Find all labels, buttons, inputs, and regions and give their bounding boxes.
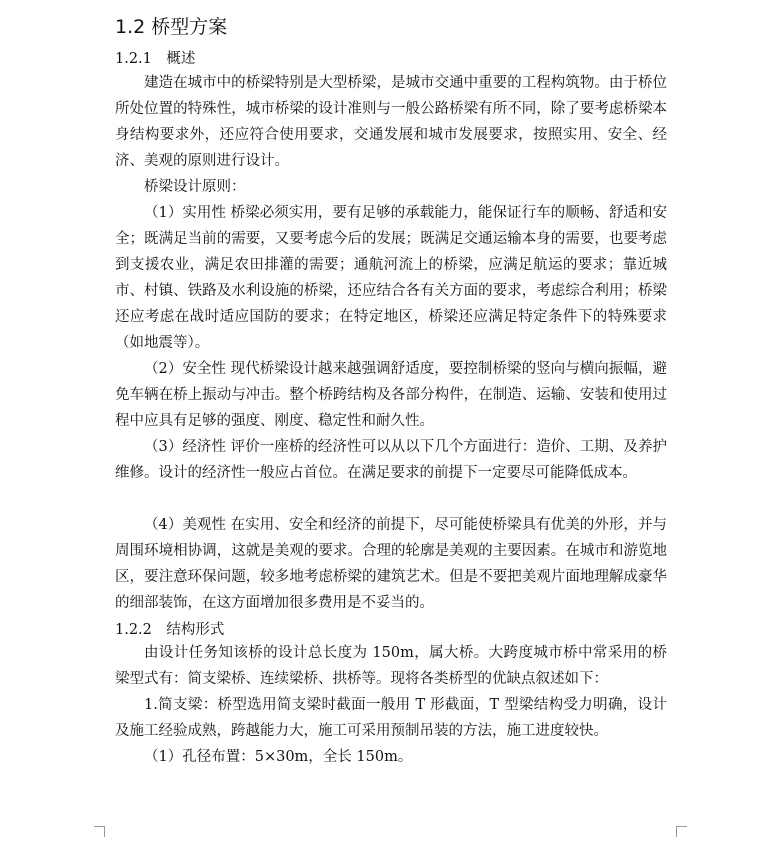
crop-mark-bottom-right bbox=[676, 826, 687, 837]
paragraph-span-layout: （1）孔径布置：5×30m，全长 150m。 bbox=[144, 749, 413, 765]
paragraph-practicality: （1）实用性 桥梁必须实用，要有足够的承载能力，能保证行车的顺畅、舒适和安全；既满足当前的需要，又要考虑今后的发展；既满足交通运输本身的需要，也要考虑到支援农业，满足农田排灌的需要；通航河流上的桥梁，应满足航运的要求；靠近城市、村镇、铁路及水利设施的桥梁，还应结合各有关方面的要求，考虑综合利用；桥梁还应考虑在战时适应国防的要求；在特定地区，桥梁还应满足特定条件下的特殊要求（如地震等）。 bbox=[115, 205, 667, 351]
crop-mark-bottom-left bbox=[94, 826, 105, 837]
paragraph-economy: （3）经济性 评价一座桥的经济性可以从以下几个方面进行：造价、工期、及养护维修。设计的经济性一般应占首位。在满足要求的前提下一定要尽可能降低成本。 bbox=[115, 439, 667, 481]
paragraph-safety: （2）安全性 现代桥梁设计越来越强调舒适度，要控制桥梁的竖向与横向振幅，避免车辆在桥上振动与冲击。整个桥跨结构及各部分构件，在制造、运输、安装和使用过程中应具有足够的强度、刚度、稳定性和耐久性。 bbox=[115, 361, 667, 429]
paragraph-intro: 建造在城市中的桥梁特别是大型桥梁，是城市交通中重要的工程构筑物。由于桥位所处位置的特殊性，城市桥梁的设计准则与一般公路桥梁有所不同，除了要考虑桥梁本身结构要求外，还应符合使用要求，交通发展和城市发展要求，按照实用、安全、经济、美观的原则进行设计。 bbox=[115, 75, 667, 169]
paragraph-simple-beam: 1.简支梁：桥型选用简支梁时截面一般用 T 形截面，T 型梁结构受力明确，设计及施工经验成熟，跨越能力大，施工可采用预制吊装的方法，施工进度较快。 bbox=[115, 697, 667, 739]
paragraph-structure-intro: 由设计任务知该桥的设计总长度为 150m，属大桥。大跨度城市桥中常采用的桥梁型式有：简支梁桥、连续梁桥、拱桥等。现将各类桥型的优缺点叙述如下： bbox=[115, 645, 667, 687]
paragraph-principles-heading: 桥梁设计原则： bbox=[144, 179, 246, 195]
subsection-title-overview: 1.2.1 概述 bbox=[115, 51, 196, 67]
subsection-title-structure: 1.2.2 结构形式 bbox=[115, 622, 225, 638]
paragraph-aesthetics: （4）美观性 在实用、安全和经济的前提下，尽可能使桥梁具有优美的外形，并与周围环境相协调，这就是美观的要求。合理的轮廓是美观的主要因素。在城市和游览地区，要注意环保问题，较多地考虑桥梁的建筑艺术。但是不要把美观片面地理解成豪华的细部装饰，在这方面增加很多费用是不妥当的。 bbox=[115, 517, 667, 611]
section-title: 1.2 桥型方案 bbox=[115, 16, 228, 38]
